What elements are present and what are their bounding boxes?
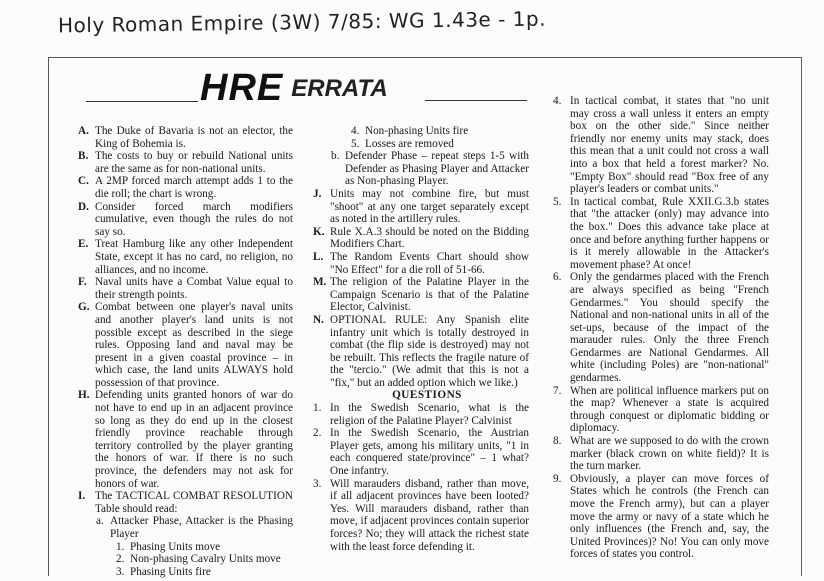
title-rule-left [86, 101, 198, 102]
item-text: The Duke of Bavaria is not an elector, the King of Bohemia is. [95, 125, 293, 150]
item-text: The Random Events Chart should show "No Effect" for a die roll of 51-66. [330, 250, 529, 276]
item-label: K. [313, 225, 325, 238]
sub-item [78, 566, 293, 579]
question-text: What are we supposed to do with the crown marker (black crown on white field)? It is the turn marker. [570, 435, 769, 473]
title-hre: HRE [200, 67, 284, 109]
item-text: Units may not combine fire, but must "shoot" at any one target separately except as noted in the artillery rules. [330, 187, 529, 226]
errata-item [78, 490, 293, 515]
item-label: A. [78, 125, 89, 137]
item-label: C. [78, 175, 89, 188]
question-item [553, 271, 769, 384]
sub-label: 2. [116, 553, 125, 566]
question-number: 7. [553, 384, 562, 397]
errata-item [313, 251, 529, 276]
question-item [313, 478, 529, 554]
item-label: B. [78, 150, 89, 163]
question-item [553, 385, 769, 435]
sub-item [313, 125, 529, 138]
item-label: F. [78, 276, 87, 289]
errata-item [78, 389, 293, 490]
question-number: 1. [313, 402, 322, 415]
sub-text: Defender Phase – repeat steps 1-5 with Defender as Phasing Player and Attacker as Non-phasing Player. [345, 150, 529, 188]
item-text: Consider forced march modifiers cumulative, even though the rules do not say so. [95, 200, 293, 238]
question-text: In the Swedish Scenario, what is the religion of the Palatine Player? Calvinist [330, 402, 529, 427]
errata-item [78, 301, 293, 389]
question-number: 5. [553, 195, 562, 208]
item-text: A 2MP forced march attempt adds 1 to the die roll; the chart is wrong. [95, 175, 293, 200]
sub-text: Losses are removed [365, 137, 454, 150]
sub-item [78, 553, 293, 566]
question-text: Only the gendarmes placed with the French are always specified as being "French Gendarmes." You should specify the National and non-national units in all of the set-ups, because of the impact of the marauder rules. Only the three French Gendarmes are National Gendarmes. All white (including Poles) are "non-national" gendarmes. [570, 271, 769, 385]
sub-label: 4. [351, 125, 360, 137]
question-number: 6. [553, 271, 562, 284]
title-errata: ERRATA [291, 75, 388, 102]
sub-label: 1. [116, 540, 125, 553]
sub-text: Phasing Units fire [130, 565, 211, 578]
item-text: Rule X.A.3 should be noted on the Bidding Modifiers Chart. [330, 225, 529, 251]
item-text: Naval units have a Combat Value equal to their strength points. [95, 276, 293, 301]
sub-label: 5. [351, 137, 360, 150]
item-label: D. [78, 200, 89, 213]
errata-item [78, 150, 293, 175]
column-1 [78, 125, 293, 578]
question-number: 9. [553, 472, 562, 485]
question-text: Obviously, a player can move forces of States which he controls (the French can move the French army), but can a player move the army or navy of a state which he only influences (the French and, say, the United Provinces)? No! You can only move forces of states you control. [570, 472, 769, 561]
question-item [553, 473, 769, 561]
errata-item [78, 125, 293, 150]
question-text: In tactical combat, Rule XXII.G.3.b states that "the attacker (only) may advance into the box." Does this advance take place at once and before anything further happens or is it merely allowable in the Attacker's movement phase? At once! [570, 195, 769, 271]
item-text: OPTIONAL RULE: Any Spanish elite infantry unit which is totally destroyed in combat (the flip side is destroyed) may not be rebuilt. This reflects the fragile nature of the "tercio." (We admit that this is not a "fix," but an added option which we like.) [330, 313, 529, 389]
sub-text: Non-phasing Cavalry Units move [130, 553, 281, 566]
errata-item [313, 226, 529, 251]
question-item [553, 435, 769, 473]
question-number: 8. [553, 435, 562, 448]
title-rule-right [425, 100, 527, 101]
item-text: The costs to buy or rebuild National units are the same as for non-national units. [95, 150, 293, 175]
sub-item [313, 150, 529, 188]
sub-item [78, 515, 293, 540]
question-text: Will marauders disband, rather than move, if all adjacent provinces have been looted? Yes. Will marauders disband, rather than move, if adjacent provinces contain superior forces? No; they will attack the richest state with the least force defending it. [330, 477, 529, 553]
question-text: When are political influence markers put on the map? Whenever a state is acquired through conquest or diplomatic bidding or diplomacy. [570, 384, 769, 435]
column-2 [313, 125, 529, 553]
errata-item [78, 201, 293, 239]
question-text: In the Swedish Scenario, the Austrian Player gets, among his military units, "1 in each conquered state/province" – 1 what? One infantry. [330, 427, 529, 478]
item-label: G. [78, 301, 90, 314]
errata-item [313, 276, 529, 314]
item-text: The TACTICAL COMBAT RESOLUTION Table should read: [95, 490, 293, 515]
item-text: Treat Hamburg like any other Independent State, except it has no card, no religion, no alliances, and no income. [95, 238, 293, 276]
item-label: H. [78, 389, 90, 402]
item-label: I. [78, 490, 86, 503]
question-number: 4. [553, 95, 562, 107]
errata-item [313, 188, 529, 226]
question-item [553, 196, 769, 272]
errata-item [78, 276, 293, 301]
sub-text: Attacker Phase, Attacker is the Phasing Player [110, 515, 293, 540]
column-3 [553, 95, 769, 561]
question-text: In tactical combat, it states that "no unit may cross a wall unless it enters an empty box on the other side." Since neither friendly nor enemy units may stack, does this mean that a unit could not cross a wall into a box that held a forest marker? No. "Empty Box" should read "Box free of any player's leaders or combat units." [570, 95, 769, 196]
item-text: Combat between one player's naval units and another player's land units is not possible except as described in the siege rules. Opposing land and naval may be present in a given coastal province – in which case, the land units ALWAYS hold possession of that province. [95, 301, 293, 389]
errata-item [78, 238, 293, 276]
sub-text: Phasing Units move [130, 540, 221, 553]
questions-heading: QUESTIONS [392, 389, 462, 402]
sub-label: a. [96, 515, 104, 528]
sub-text: Non-phasing Units fire [365, 125, 469, 137]
sub-item [78, 541, 293, 554]
item-label: M. [313, 276, 327, 289]
errata-item [78, 175, 293, 200]
sub-item [313, 138, 529, 151]
sub-label: 3. [116, 565, 125, 578]
errata-item [313, 314, 529, 390]
item-label: L. [313, 250, 324, 263]
item-text: Defending units granted honors of war do not have to end up in an adjacent province so long as they do end up in the closest friendly province reachable through territory controlled by the player granting the honors of war. If there is no such province, the defenders may not ask for honors of war. [95, 389, 293, 490]
question-number: 2. [313, 427, 322, 440]
question-item [313, 402, 529, 427]
sub-label: b. [331, 150, 340, 163]
page-title [200, 67, 388, 109]
item-label: E. [78, 238, 89, 251]
item-text: The religion of the Palatine Player in the Campaign Scenario is that of the Palatine Elector, Calvinist. [330, 276, 529, 314]
handwritten-note: Holy Roman Empire (3W) 7/85: WG 1.43e - 1p. [57, 6, 547, 38]
question-item [553, 95, 769, 196]
item-label: J. [313, 187, 322, 200]
question-item [313, 427, 529, 477]
item-label: N. [313, 313, 324, 326]
question-number: 3. [313, 477, 322, 490]
